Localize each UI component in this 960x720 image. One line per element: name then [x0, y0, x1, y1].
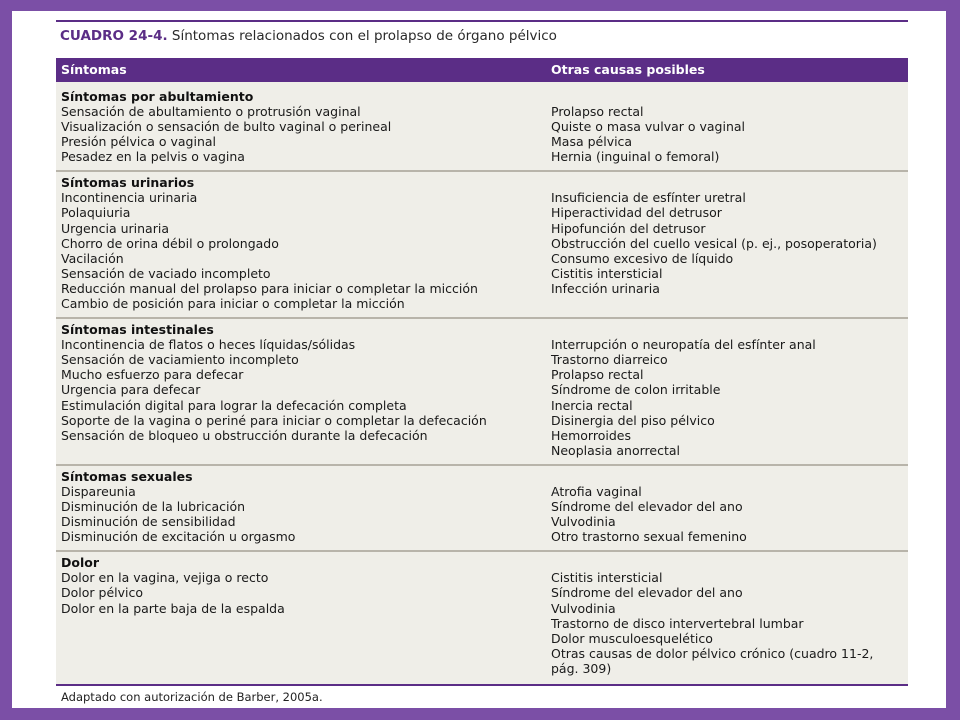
- table-number: CUADRO 24-4.: [60, 28, 168, 44]
- symptoms-column: [61, 484, 541, 544]
- causes-column: [551, 570, 901, 676]
- cause-item: Neoplasia anorrectal: [551, 442, 680, 458]
- cause-item: Inercia rectal: [551, 397, 633, 413]
- symptom-item: Sensación de vaciado incompleto: [61, 265, 271, 281]
- table-section: [56, 552, 908, 682]
- cause-item: Hernia (inguinal o femoral): [551, 149, 720, 165]
- symptom-item: Incontinencia urinaria: [61, 190, 198, 206]
- cause-item: Prolapso rectal: [551, 367, 644, 383]
- column-header-symptoms: Síntomas: [61, 62, 127, 77]
- cause-item: Infección urinaria: [551, 280, 660, 296]
- symptom-item: Urgencia para defecar: [61, 382, 201, 398]
- section-title: Dolor: [61, 555, 100, 571]
- symptom-item: Incontinencia de flatos o heces líquidas/sólidas: [61, 337, 356, 353]
- section-columns: [56, 337, 908, 458]
- cause-item: Atrofia vaginal: [551, 483, 642, 499]
- symptom-item: Cambio de posición para iniciar o completar la micción: [61, 296, 405, 312]
- section-columns: [56, 104, 908, 164]
- symptom-item: Vacilación: [61, 250, 124, 266]
- column-header-causes: Otras causas posibles: [551, 62, 705, 77]
- symptom-item: Sensación de bloqueo u obstrucción durante la defecación: [61, 427, 428, 443]
- table-footnote: Adaptado con autorización de Barber, 2005a.: [56, 684, 908, 708]
- cause-item: Cistitis intersticial: [551, 265, 663, 281]
- section-title: Síntomas intestinales: [61, 322, 214, 338]
- cause-item: Vulvodinia: [551, 514, 616, 530]
- symptom-item: Polaquiuria: [61, 205, 131, 221]
- cause-item: Dolor musculoesquelético: [551, 630, 713, 646]
- cause-item: Masa pélvica: [551, 134, 633, 150]
- cause-item: Síndrome del elevador del ano: [551, 499, 743, 515]
- section-title: Síntomas sexuales: [61, 468, 193, 484]
- table-section: [56, 172, 908, 319]
- slide: [12, 11, 946, 708]
- section-columns: [56, 190, 908, 311]
- cause-item: Consumo excesivo de líquido: [551, 250, 734, 266]
- symptom-item: Dolor en la vagina, vejiga o recto: [61, 570, 269, 586]
- cause-item: Cistitis intersticial: [551, 570, 663, 586]
- section-title: Síntomas por abultamiento: [61, 89, 254, 104]
- cause-item: Quiste o masa vulvar o vaginal: [551, 119, 746, 135]
- symptom-item: Disminución de excitación u orgasmo: [61, 529, 296, 545]
- symptom-item: Disminución de la lubricación: [61, 499, 246, 515]
- cause-item: Prolapso rectal: [551, 104, 644, 119]
- symptom-item: Pesadez en la pelvis o vagina: [61, 149, 245, 165]
- cause-item: Interrupción o neuropatía del esfínter anal: [551, 337, 816, 353]
- symptom-item: Presión pélvica o vaginal: [61, 134, 217, 150]
- symptoms-column: [61, 337, 541, 443]
- cause-item: Hiperactividad del detrusor: [551, 205, 722, 221]
- cause-item: Trastorno diarreico: [551, 352, 668, 368]
- symptoms-column: [61, 104, 541, 164]
- causes-column: [551, 484, 901, 544]
- cause-item: Insuficiencia de esfínter uretral: [551, 190, 746, 206]
- table-body: [56, 82, 908, 684]
- table: [56, 20, 908, 708]
- table-section: [56, 319, 908, 466]
- symptom-item: Dolor pélvico: [61, 585, 143, 601]
- symptom-item: Dolor en la parte baja de la espalda: [61, 600, 285, 616]
- table-section: [56, 86, 908, 172]
- symptom-item: Dispareunia: [61, 483, 136, 499]
- table-section: [56, 466, 908, 552]
- causes-column: [551, 190, 901, 296]
- cause-item: Hemorroides: [551, 427, 631, 443]
- table-title: Síntomas relacionados con el prolapso de órgano pélvico: [171, 28, 557, 44]
- symptom-item: Sensación de abultamiento o protrusión vaginal: [61, 104, 361, 119]
- cause-item: Trastorno de disco intervertebral lumbar: [551, 615, 804, 631]
- symptom-item: Mucho esfuerzo para defecar: [61, 367, 244, 383]
- symptoms-column: [61, 570, 541, 615]
- symptom-item: Estimulación digital para lograr la defecación completa: [61, 397, 407, 413]
- section-title: Síntomas urinarios: [61, 175, 195, 191]
- cause-item: Síndrome del elevador del ano: [551, 585, 743, 601]
- causes-column: [551, 337, 901, 458]
- table-caption: [56, 20, 908, 58]
- table-header: [56, 58, 908, 82]
- cause-item: Síndrome de colon irritable: [551, 382, 721, 398]
- section-columns: [56, 570, 908, 676]
- cause-item: Vulvodinia: [551, 600, 616, 616]
- symptom-item: Sensación de vaciamiento incompleto: [61, 352, 299, 368]
- causes-column: [551, 104, 901, 164]
- symptom-item: Soporte de la vagina o periné para iniciar o completar la defecación: [61, 412, 487, 428]
- symptom-item: Urgencia urinaria: [61, 220, 169, 236]
- symptoms-column: [61, 190, 541, 311]
- cause-item: Otro trastorno sexual femenino: [551, 529, 747, 545]
- cause-item: Hipofunción del detrusor: [551, 220, 706, 236]
- cause-item: Disinergia del piso pélvico: [551, 412, 715, 428]
- cause-item: Otras causas de dolor pélvico crónico (cuadro 11-2, pág. 309): [551, 645, 874, 676]
- cause-item: Obstrucción del cuello vesical (p. ej., posoperatoria): [551, 235, 877, 251]
- symptom-item: Reducción manual del prolapso para iniciar o completar la micción: [61, 280, 478, 296]
- section-columns: [56, 484, 908, 544]
- symptom-item: Chorro de orina débil o prolongado: [61, 235, 279, 251]
- symptom-item: Visualización o sensación de bulto vaginal o perineal: [61, 119, 392, 135]
- symptom-item: Disminución de sensibilidad: [61, 514, 236, 530]
